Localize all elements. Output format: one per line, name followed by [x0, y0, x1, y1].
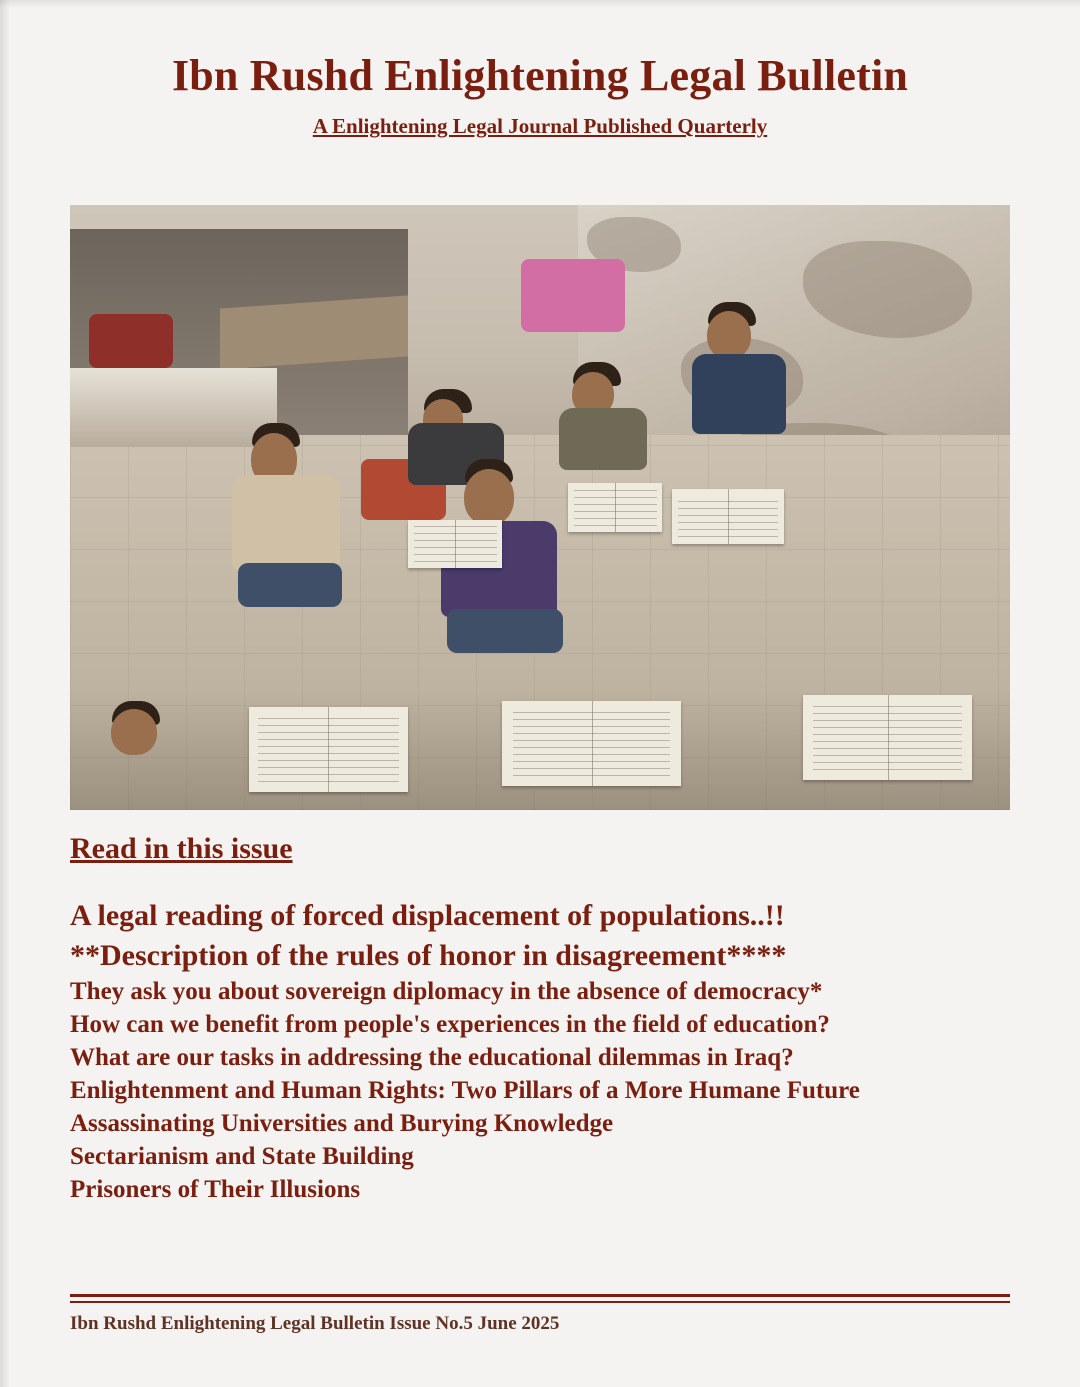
list-item[interactable]: Sectarianism and State Building — [70, 1143, 414, 1171]
cover-photo — [70, 205, 1010, 810]
photo-backpack-3 — [521, 259, 624, 332]
photo-notebook-3 — [803, 695, 972, 780]
list-item[interactable]: **Description of the rules of honor in disagreement**** — [70, 938, 787, 972]
list-item[interactable]: Prisoners of Their Illusions — [70, 1176, 361, 1204]
photo-notebook-4 — [672, 489, 785, 543]
masthead-subtitle: A Enlightening Legal Journal Published Quarterly — [312, 114, 768, 139]
list-item[interactable]: Assassinating Universities and Burying Knowledge — [70, 1110, 614, 1138]
contents-heading: Read in this issue — [70, 832, 293, 865]
table-of-contents — [70, 896, 1010, 1206]
footer-rule-top — [70, 1294, 1010, 1297]
photo-backpack-1 — [89, 314, 174, 368]
photo-bench — [220, 295, 408, 369]
photo-child-1 — [230, 423, 390, 701]
photo-notebook-1 — [249, 707, 409, 792]
contents-section — [70, 832, 1010, 1206]
photo-notebook-2 — [502, 701, 681, 786]
footer-caption: Ibn Rushd Enlightening Legal Bulletin Issue No.5 June 2025 — [70, 1313, 560, 1334]
footer-rule-bottom — [70, 1301, 1010, 1303]
page-title: Ibn Rushd Enlightening Legal Bulletin — [171, 51, 909, 100]
photo-child-6 — [98, 701, 211, 810]
photo-notebook-5 — [408, 520, 502, 568]
masthead — [0, 0, 1080, 139]
list-item[interactable]: How can we benefit from people's experiences in the field of education? — [70, 1011, 830, 1039]
list-item[interactable]: What are our tasks in addressing the educational dilemmas in Iraq? — [70, 1044, 794, 1072]
page-edge-shadow-left — [0, 0, 10, 1387]
list-item[interactable]: A legal reading of forced displacement of populations..!! — [70, 899, 785, 932]
list-item[interactable]: Enlightenment and Human Rights: Two Pillars of a More Humane Future — [70, 1077, 860, 1105]
page-footer — [70, 1294, 1010, 1335]
page-edge-shadow-top — [0, 0, 1080, 8]
photo-notebook-6 — [568, 483, 662, 531]
list-item[interactable]: They ask you about sovereign diplomacy in the absence of democracy* — [70, 978, 823, 1006]
